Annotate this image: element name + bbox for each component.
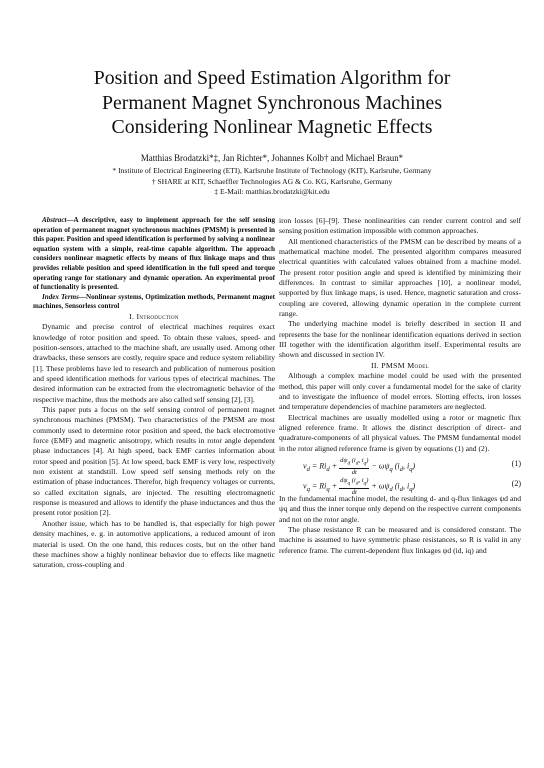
author-list: Matthias Brodatzki*‡, Jan Richter*, Johannes Kolb† and Michael Braun* [140,153,404,163]
left-column [33,216,275,571]
section-heading: I. Introduction [129,311,179,321]
paragraph: Another issue, which has to be handled is, that especially for high power density machines, e. g. in automotive applications, a reduced amount of iron material is used. On the one hand, this reduces costs, but on the other hand these machines show a highly nonlinear behavior due to effects like magnetic saturation, cross-coupling and [33,518,275,570]
affiliation-line: * Institute of Electrical Engineering (ETI), Karlsruhe Institute of Technology (KIT), Karlsruhe, Germany [112,166,432,175]
affiliation-line: † SHARE at KIT, Schaeffler Technologies AG & Co. KG, Karlsruhe, Germany [151,176,393,186]
index-terms-text: —Nonlinear systems, Optimization methods, Permanent magnet machines, Sensorless control [33,292,275,311]
paragraph: The phase resistance R can be measured and is considered constant. The machine is assumed to have symmetric phase resistances, so R is valid in any reference frame. The current-dependent flux linkages ψd (id, iq) and [279,524,521,555]
title-line: Position and Speed Estimation Algorithm for [93,67,451,89]
paragraph: Although a complex machine model could be used with the presented method, this paper will only cover a fundamental model for the sake of clarity and to investigate the influence of model errors. Slotting effects, iron losses and temperature dependencies of machine parameters are neglected. [279,371,521,412]
equation-number: (1) [511,458,521,468]
paragraph: iron losses [6]–[9]. These nonlinearities can render current control and self sensing position estimation impossible with common approaches. [279,216,521,236]
paper-title [30,66,514,140]
paragraph: Dynamic and precise control of electrical machines requires exact knowledge of rotor position and speed. To obtain these values, speed- and position-sensors, attached to the machine shaft, are usually used. Among other drawbacks, these sensors are costly, require space and reduce system reliability [1]. These problems have led to research and publication of numerous position and speed identification methods for various types of electrical machines. The desired information can be extracted from the electromagnetic behavior of the respective machine, thus the methods are also called self sensing [2], [3]. [33,322,275,404]
equation-1 [279,454,521,474]
abstract [33,216,275,293]
paragraph: In the fundamental machine model, the resulting d- and q-flux linkages ψd and ψq and thus the inner torque only depend on the respective current components and not on the rotor angle. [279,493,521,524]
paragraph: This paper puts a focus on the self sensing control of permanent magnet synchronous machines (PMSM). Two characteristics of the PMSM are most commonly used to determine rotor position and speed, the back electromotive force (EMF) and magnetic anisotropy, which results in rotor angle dependent phase inductances [4]. At high speed, back EMF carries information about rotor speed and position [5]. At low speed, back EMF is very low, respectively non existent at standstill. Low speed self sensing methods rely on the estimation of phase inductances. Therefor, high frequency voltages or currents, so called excitation signals, are injected. The resulting electromagnetic response is measured and allows to identify the phase inductances and thus the present rotor position [2]. [33,405,275,518]
section-heading: II. PMSM Model [370,360,430,370]
paragraph: Electrical machines are usually modelled using a rotor or magnetic flux aligned reference frame. It allows the distinct description of direct- and quadrature-components of all physical values. The PMSM fundamental model in the rotor aligned reference frame is given by equations (1) and (2). [279,412,521,453]
abstract-text: —A descriptive, easy to implement approach for the self sensing operation of permanent magnet synchronous machines (PMSM) is presented in this paper. Position and speed identification is performed by solving a nonlinear equation system with a simple, real-time capable algorithm. The approach considers nonlinear magnetic effects by means of flux linkage maps and thus provides reliable position and speed identification in the full speed and torque operating range for stationary and dynamic operation. An experimental proof of functionality is presented. [33,216,275,292]
paragraph: All mentioned characteristics of the PMSM can be described by means of a mathematical machine model. The presented algorithm compares measured electrical quantities with calculated values obtained from a machine model. The present rotor position angle and speed is identified by minimizing their differences. In contrast to similar approaches [10], a nonlinear model, supported by flux linkage maps, is used. Hence, magnetic saturation and cross-coupling are covered, allowing dynamic operation in the complete current range. [279,236,521,319]
title-line: Considering Nonlinear Magnetic Effects [111,116,433,138]
index-terms-label: Index Terms [42,292,79,301]
right-column [279,216,521,556]
equation-number: (2) [511,478,521,488]
affiliation-line: ‡ E-Mail: matthias.brodatzki@kit.edu [214,187,330,196]
equation-body: $v_q = Ri_q$ + $\frac{d\psi_q (i_d, i_q)}{dt}$ + $\omega\psi_d$ ($i_d$, $i_q$) [303,476,416,496]
paragraph: The underlying machine model is briefly described in section II and represents the base for the nonlinear identification equations derived in section III together with the identification algorithm itself. Experimental results are shown and discussed in section IV. [279,319,521,360]
index-terms [33,293,275,312]
equation-2 [279,474,521,494]
abstract-label: Abstract [42,216,67,224]
affiliations [20,166,524,198]
title-line: Permanent Magnet Synchronous Machines [101,91,443,114]
equation-body: $v_d = Ri_d$ + $\frac{d\psi_d (i_d, i_q)}{dt}$ − $\omega\psi_q$ ($i_d$, $i_q$) [303,456,416,476]
